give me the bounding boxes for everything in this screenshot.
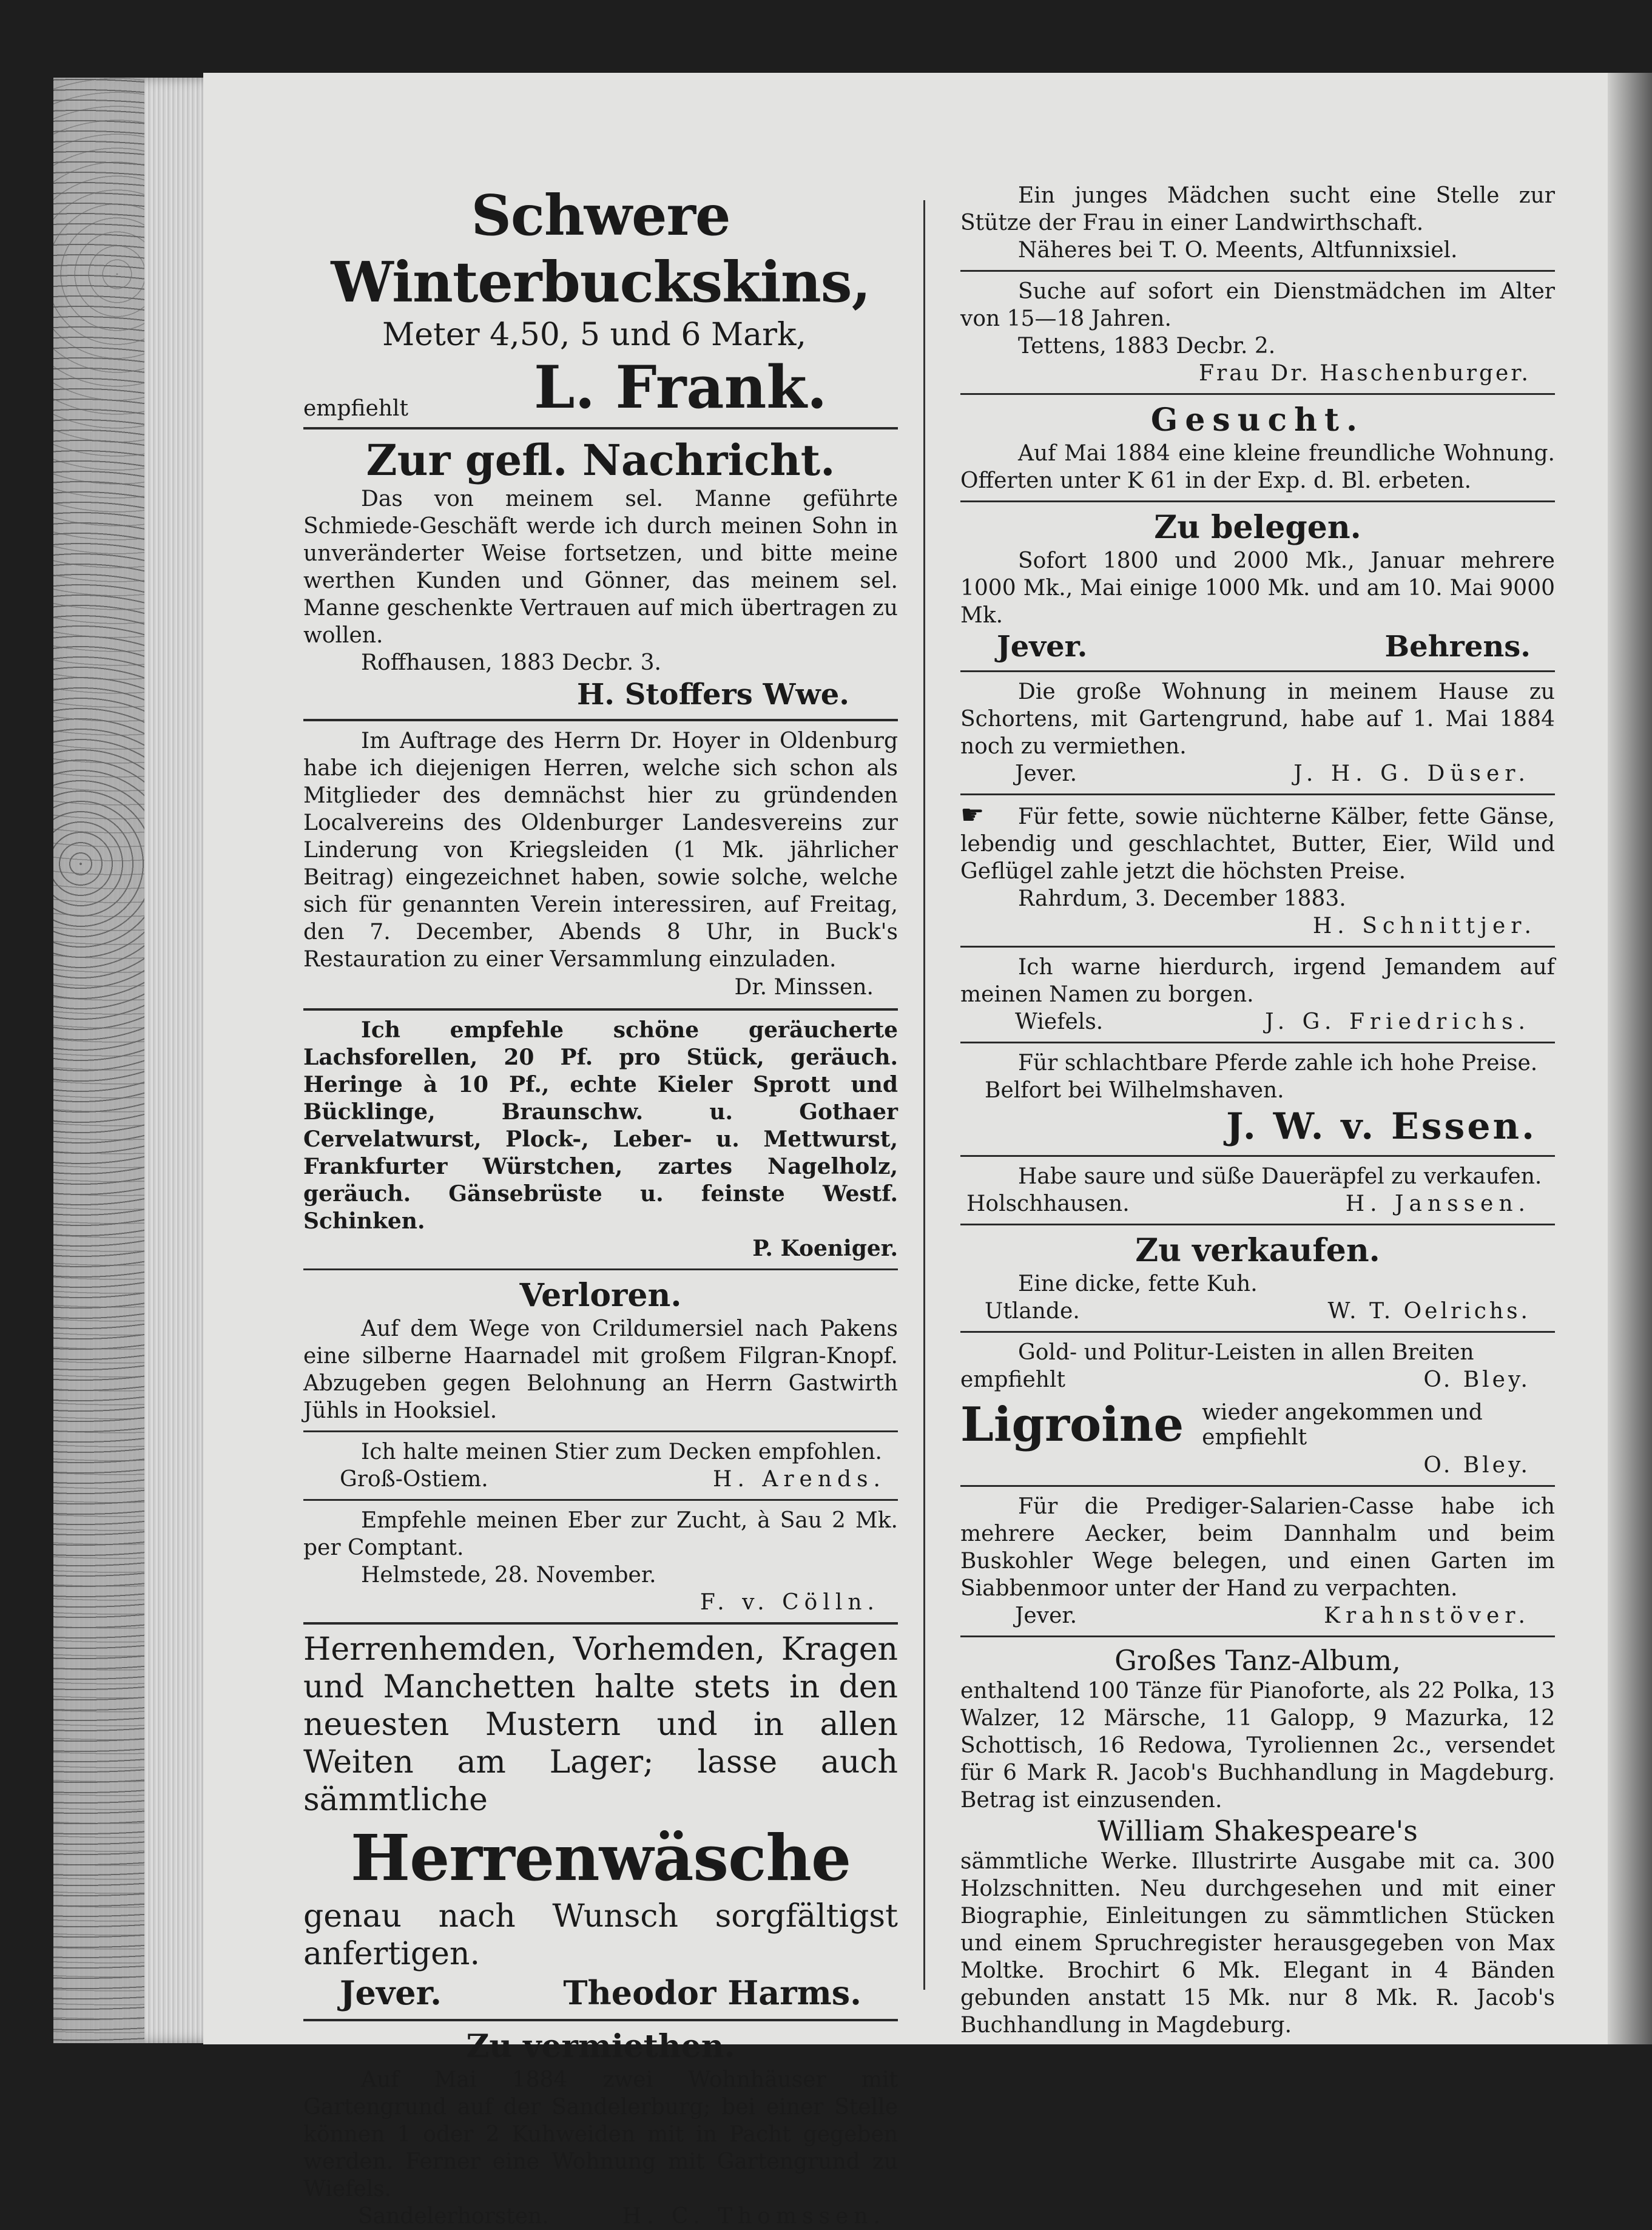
divider (960, 946, 1555, 948)
ad-signature: H. C. Thomssen. (622, 2204, 886, 2229)
ad-landesverein (303, 727, 898, 1002)
divider (303, 427, 898, 429)
ad-winterbuckskins (303, 182, 898, 421)
ad-eber (303, 1507, 898, 1616)
ad-body: Auf Mai 1884 eine kleine freundliche Wohnung. Offerten unter K 61 in der Exp. d. Bl. erbeten. (960, 441, 1555, 493)
ad-title: William Shakespeare's (1097, 1814, 1418, 1847)
ad-body-2: genau nach Wunsch sorgfältigst anfertigen. (303, 1898, 898, 1972)
ad-tanz-album (960, 1643, 1555, 1814)
ad-nachricht (303, 436, 898, 713)
ad-signature: Dr. Minssen. (734, 975, 874, 1000)
divider (960, 1485, 1555, 1487)
divider (960, 1042, 1555, 1043)
ad-signature: J. G. Friedrichs. (1265, 1009, 1531, 1034)
divider (303, 1008, 898, 1011)
ad-signature: W. T. Oelrichs. (1327, 1299, 1531, 1324)
ad-body: Für fette, sowie nüchterne Kälber, fette Gänse, lebendig und geschlachtet, Butter, Eier, Wild und Geflügel zahle jetzt die höchsten Preise. (960, 804, 1555, 884)
ad-body: Im Auftrage des Herrn Dr. Hoyer in Oldenburg habe ich diejenigen Herren, welche sich schon als Mitglieder des demnächst hier zu gründenden Localvereins des Oldenburger Landesvereins zur Linderung von Kriegsleiden (1 Mk. jährlicher Beitrag) eingezeichnet haben, sowie solche, welche sich für genannten Verein interessiren, auf Freitag, den 7. December, Abends 8 Uhr, in Buck's Restauration zu einer Versammlung einzuladen. (303, 729, 898, 972)
ad-big-heading: Ligroine (960, 1397, 1184, 1452)
ad-body: Eine dicke, fette Kuh. (1018, 1272, 1258, 1296)
divider (303, 1268, 898, 1270)
ad-signature: O. Bley. (1423, 1367, 1531, 1392)
ad-body: Das von meinem sel. Manne geführte Schmiede-Geschäft werde ich durch meinen Sohn in unveränderter Weise fortsetzen, und bitte meine werthen Kunden und Gönner, das meinem sel. Manne geschenkte Vertrauen auf mich übertragen zu wollen. (303, 487, 898, 648)
ad-place: Wiefels. (1015, 1009, 1104, 1034)
right-column (960, 182, 1555, 2039)
ad-signature: H. Schnittjer. (1312, 914, 1537, 938)
ad-signature: Behrens. (1384, 630, 1531, 664)
ad-body: Ich halte meinen Stier zum Decken empfohlen. (361, 1440, 882, 1464)
ad-body: Die große Wohnung in meinem Hause zu Schortens, mit Gartengrund, habe auf 1. Mai 1884 noch zu vermiethen. (960, 679, 1555, 759)
ad-signature: J. W. v. Essen. (1226, 1105, 1537, 1148)
ad-title: Zur gefl. Nachricht. (366, 435, 835, 485)
ad-place: Tettens, 1883 Decbr. 2. (1018, 334, 1276, 359)
ad-body: Empfehle meinen Eber zur Zucht, à Sau 2 Mk. per Comptant. (303, 1508, 898, 1560)
ad-lachsforellen (303, 1017, 898, 1262)
ad-ligroine (960, 1398, 1555, 1479)
ad-title: Verloren. (519, 1277, 682, 1314)
ad-body: Sofort 1800 und 2000 Mk., Januar mehrere 1000 Mk., Mai einige 1000 Mk. und am 10. Mai 9000 Mk. (960, 548, 1555, 628)
ad-wohnung-schortens (960, 678, 1555, 787)
ad-place: Rahrdum, 3. December 1883. (1018, 886, 1346, 911)
ad-verloren (303, 1276, 898, 1424)
divider (303, 719, 898, 721)
ad-signature: F. v. Cölln. (700, 1590, 880, 1615)
ad-title: Zu belegen. (1154, 509, 1361, 546)
divider (960, 793, 1555, 795)
ad-body: Ich warne hierdurch, irgend Jemandem auf meinen Namen zu borgen. (960, 955, 1555, 1007)
ad-daueraepfel (960, 1163, 1555, 1218)
ad-title: Großes Tanz-Album, (1114, 1644, 1401, 1677)
ad-kaelber (960, 801, 1555, 940)
left-column (303, 182, 898, 2230)
ad-signature: Theodor Harms. (563, 1973, 861, 2012)
ad-body: Auf dem Wege von Crildumersiel nach Pakens eine silberne Haarnadel mit großem Filgran-Knopf. Abzugeben gegen Belohnung an Herrn Gastwirth Jühls in Hooksiel. (303, 1316, 898, 1423)
divider (960, 1635, 1555, 1637)
ad-title: Zu verkaufen. (1135, 1232, 1380, 1269)
ad-prediger-casse (960, 1493, 1555, 1629)
ad-body: Ich empfehle schöne geräucherte Lachsforellen, 20 Pf. pro Stück, geräuch. Heringe à 10 Pf., echte Kieler Sprott und Bücklinge, Braunschw. u. Gothaer Cervelatwurst, Plock-, Leber- u. Mettwurst, Frankfurter Würstchen, zartes Nagelholz, geräuch. Gänsebrüste u. feinste Westf. Schinken. (303, 1017, 898, 1234)
ad-place: Jever. (1015, 1603, 1077, 1628)
ad-signature: H. Janssen. (1345, 1191, 1531, 1216)
ad-big-heading: Herrenwäsche (350, 1821, 851, 1895)
ad-body: enthaltend 100 Tänze für Pianoforte, als 22 Polka, 13 Walzer, 12 Märsche, 11 Galopp, 9 Mazurka, 12 Schottisch, 16 Redowa, Tyroliennen 2c., versendet für 6 Mark R. Jacob's Buchhandlung in Magdeburg. Betrag ist einzusenden. (960, 1679, 1555, 1813)
ad-place: Belfort bei Wilhelmshaven. (985, 1078, 1284, 1103)
ad-body: Gold- und Politur-Leisten in allen Breiten (1018, 1340, 1474, 1365)
ad-signature: H. Stoffers Wwe. (576, 678, 849, 712)
divider (960, 393, 1555, 395)
ad-place: Groß-Ostiem. (340, 1467, 488, 1492)
ad-shakespeare (960, 1814, 1555, 2039)
ad-place: Helmstede, 28. November. (361, 1563, 656, 1588)
ad-body: Auf Mai 1884 zwei Wohnhäuser mit Gartengrund auf der Sandelerburg; bei einer Stelle können 1 oder 2 Kuhweiden mit in Pacht gegeben werden. Ferner eine Wohnung mit Gartengrund zu Wiefels. (303, 2067, 898, 2201)
ad-signature: Frau Dr. Haschenburger. (1199, 361, 1531, 386)
divider (960, 1331, 1555, 1333)
ad-signature: J. H. G. Düser. (1293, 761, 1531, 786)
ad-signature: L. Frank. (534, 353, 828, 422)
divider (960, 670, 1555, 672)
ad-herrenwaesche (303, 1631, 898, 2013)
speckled-book-edge (53, 78, 144, 2043)
ad-lead: empfiehlt (303, 396, 408, 421)
ad-stier (303, 1438, 898, 1493)
ad-body: Für die Prediger-Salarien-Casse habe ich mehrere Aecker, beim Dannhalm und beim Buskohler Wege belegen, und einen Garten im Siabbenmoor unter der Hand zu verpachten. (960, 1494, 1555, 1601)
divider (303, 1430, 898, 1432)
ad-contact: Näheres bei T. O. Meents, Altfunnixsiel. (1018, 238, 1458, 263)
ad-body: Herrenhemden, Vorhemden, Kragen und Manchetten halte stets in den neuesten Mustern und in allen Weiten am Lager; lasse auch sämmtliche (303, 1631, 898, 1818)
ad-gesucht (960, 401, 1555, 494)
pointing-hand-icon: ☛ (960, 800, 985, 830)
ad-signature: Krahnstöver. (1324, 1603, 1531, 1628)
ad-title: Schwere Winterbuckskins, (331, 183, 871, 315)
ad-signature: O. Bley. (1423, 1453, 1531, 1478)
ad-signature: P. Koeniger. (752, 1236, 898, 1261)
ad-leisten (960, 1339, 1555, 1393)
ad-dienstmaedchen (960, 278, 1555, 387)
divider (960, 500, 1555, 502)
divider (303, 2019, 898, 2021)
ad-body: sämmtliche Werke. Illustrirte Ausgabe mit ca. 300 Holzschnitten. Neu durchgesehen und mit einer Biographie, Einleitungen zu sämmtlichen Stücken und einem Spruchregister herausgegeben von Max Moltke. Brochirt 6 Mk. Elegant in 4 Bänden gebunden anstatt 15 Mk. nur 8 Mk. R. Jacob's Buchhandlung in Magdeburg. (960, 1849, 1555, 2038)
ad-subtitle: Meter 4,50, 5 und 6 Mark, (382, 317, 807, 353)
ad-place: Sandelerhorsten. (358, 2204, 549, 2229)
ad-body: Suche auf sofort ein Dienstmädchen im Alter von 15—18 Jahren. (960, 279, 1555, 331)
ad-title: Gesucht. (1150, 402, 1365, 439)
divider (960, 270, 1555, 272)
ad-lead: empfiehlt (960, 1367, 1065, 1392)
ad-place: Roffhausen, 1883 Decbr. 3. (361, 650, 661, 675)
page-gutter-shadow (1608, 73, 1652, 2044)
ad-zu-verkaufen (960, 1231, 1555, 1325)
ad-body: Ein junges Mädchen sucht eine Stelle zur Stütze der Frau in einer Landwirthschaft. (960, 183, 1555, 235)
ad-place: Jever. (997, 630, 1088, 664)
ad-zu-vermiethen (303, 2027, 898, 2230)
ad-place: Utlande. (985, 1299, 1080, 1324)
divider (960, 1155, 1555, 1157)
divider (303, 1499, 898, 1501)
ad-pferde (960, 1049, 1555, 1149)
column-divider (923, 200, 925, 1990)
divider (303, 1622, 898, 1625)
ad-title: Zu vermiethen. (466, 2028, 735, 2065)
ad-body: wieder angekommen und empfiehlt (1202, 1400, 1483, 1450)
ad-place: Jever. (340, 1973, 442, 2012)
ad-place: Holschhausen. (966, 1191, 1130, 1216)
ad-body: Habe saure und süße Daueräpfel zu verkaufen. (1018, 1164, 1542, 1189)
ad-place: Jever. (1015, 761, 1077, 786)
ad-body: Für schlachtbare Pferde zahle ich hohe Preise. (1018, 1051, 1538, 1076)
divider (960, 1224, 1555, 1225)
ad-maedchen (960, 182, 1555, 264)
ad-signature: H. Arends. (713, 1467, 886, 1492)
ad-zu-belegen (960, 508, 1555, 664)
ad-warnung (960, 954, 1555, 1036)
